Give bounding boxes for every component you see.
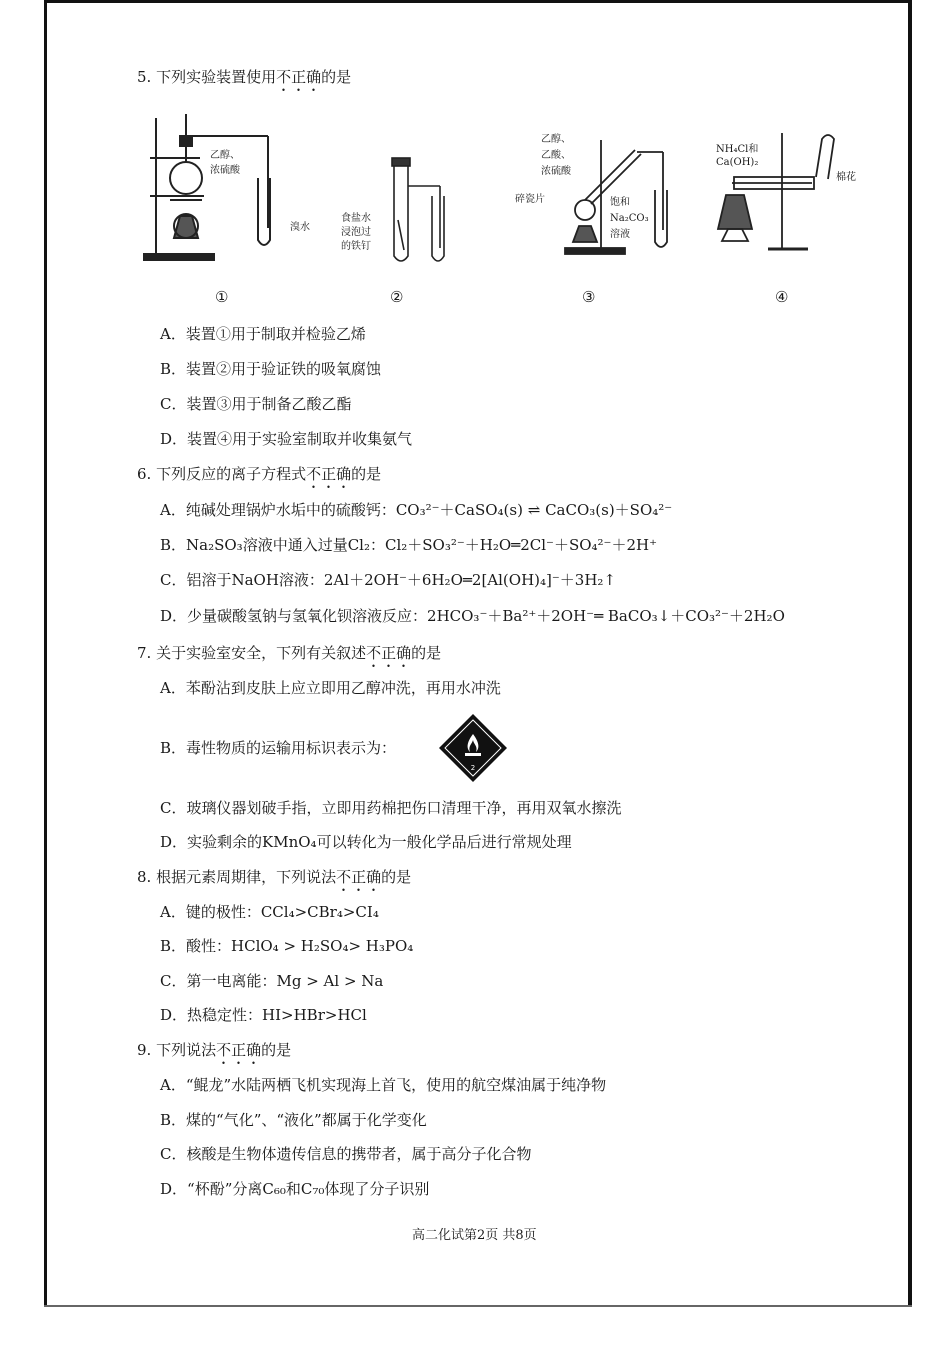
f3-label-c: 浓硫酸	[541, 166, 571, 177]
q9-stem-emphasis: 不正确	[216, 1041, 262, 1059]
q8-stem-post: 的是	[381, 868, 412, 886]
q6-stem-emphasis: 不正确	[306, 465, 352, 483]
figure-number-1: ①	[215, 288, 229, 306]
f1-label-b: 浓硫酸	[210, 165, 240, 176]
q7-stem-pre: 关于实验室安全，下列有关叙述	[156, 644, 367, 662]
q9-option-c: C．核酸是生物体遗传信息的携带者，属于高分子化合物	[160, 1145, 532, 1163]
q9-option-b: B．煤的“气化”、“液化”都属于化学变化	[160, 1111, 427, 1129]
q6-option-a: A．纯碱处理锅炉水垢中的硫酸钙：CO₃²⁻＋CaSO₄(s) ⇌ CaCO₃(s)＋SO₄²⁻	[160, 501, 673, 519]
q8-number: 8.	[137, 868, 152, 886]
q7-stem-post: 的是	[411, 644, 442, 662]
q8-option-a: A．键的极性：CCl₄>CBr₄>CI₄	[160, 903, 379, 921]
q8-stem-pre: 根据元素周期律，下列说法	[156, 868, 337, 886]
q8-option-c: C．第一电离能：Mg > Al > Na	[160, 972, 384, 990]
q6-number: 6.	[137, 465, 152, 483]
q5-option-b: B．装置②用于验证铁的吸氧腐蚀	[160, 360, 382, 378]
q5-stem-pre: 下列实验装置使用	[156, 68, 277, 86]
f3-label-d: 碎瓷片	[515, 194, 545, 205]
q7-stem-emphasis: 不正确	[366, 644, 412, 662]
q6-option-d: D．少量碳酸氢钠与氢氧化钡溶液反应：2HCO₃⁻＋Ba²⁺＋2OH⁻═ BaCO₃↓＋CO₃²⁻＋2H₂O	[160, 607, 785, 625]
f4-label-a: NH₄Cl和	[716, 144, 759, 155]
q7-option-c: C．玻璃仪器划破手指，立即用药棉把伤口清理干净，再用双氧水擦洗	[160, 799, 622, 817]
f3-label-b: 乙酸、	[541, 150, 571, 161]
q8-option-b: B．酸性：HClO₄ > H₂SO₄> H₃PO₄	[160, 937, 414, 955]
q6-stem	[137, 463, 381, 492]
f2-label-a: 食盐水	[341, 213, 371, 224]
q7-number: 7.	[137, 644, 152, 662]
figure-number-2: ②	[390, 288, 404, 306]
q7-option-d: D．实验剩余的KMnO₄可以转化为一般化学品后进行常规处理	[160, 833, 572, 851]
q9-stem-post: 的是	[261, 1041, 292, 1059]
scan-edge-right	[908, 0, 912, 1307]
q5-stem-post: 的是	[321, 68, 352, 86]
q7-option-a: A．苯酚沾到皮肤上应立即用乙醇冲洗，再用水冲洗	[160, 679, 501, 697]
scan-edge-bottom	[44, 1305, 912, 1307]
q6-option-c: C．铝溶于NaOH溶液：2Al＋2OH⁻＋6H₂O═2[Al(OH)₄]⁻＋3H₂↑	[160, 571, 616, 589]
q9-stem	[137, 1039, 291, 1068]
q6-option-b: B．Na₂SO₃溶液中通入过量Cl₂：Cl₂＋SO₃²⁻＋H₂O═2Cl⁻＋SO₄²⁻＋2H⁺	[160, 536, 658, 554]
q5-option-d: D．装置④用于实验室制取并收集氨气	[160, 430, 413, 448]
q6-stem-pre: 下列反应的离子方程式	[156, 465, 307, 483]
q8-stem-emphasis: 不正确	[336, 868, 382, 886]
f3-label-a: 乙醇、	[541, 134, 571, 145]
q9-option-d: D．“杯酚”分离C₆₀和C₇₀体现了分子识别	[160, 1180, 430, 1198]
scan-edge-top	[44, 0, 912, 3]
f3-label-f: Na₂CO₃	[610, 213, 649, 224]
apparatus-2-diagram	[380, 150, 460, 270]
q9-stem-pre: 下列说法	[156, 1041, 217, 1059]
f4-label-c: 棉花	[836, 172, 856, 183]
f3-label-g: 溶液	[610, 229, 630, 240]
f1-label-a: 乙醇、	[210, 150, 240, 161]
q5-number: 5.	[137, 68, 152, 86]
q6-stem-post: 的是	[351, 465, 382, 483]
scan-edge-left	[44, 0, 47, 1307]
f3-label-e: 饱和	[610, 197, 630, 208]
figure-number-4: ④	[775, 288, 789, 306]
q5-option-c: C．装置③用于制备乙酸乙酯	[160, 395, 352, 413]
page-footer: 高二化试第2页 共8页	[412, 1228, 537, 1243]
f2-label-b: 浸泡过	[341, 227, 371, 238]
f4-label-b: Ca(OH)₂	[716, 157, 759, 168]
hazard-sign-number: 2	[470, 764, 476, 772]
figure-number-3: ③	[582, 288, 596, 306]
q9-option-a: A．“鲲龙”水陆两栖飞机实现海上首飞，使用的航空煤油属于纯净物	[160, 1076, 607, 1094]
q5-stem-emphasis: 不正确	[276, 68, 322, 86]
q7-stem	[137, 642, 441, 671]
q5-option-a: A．装置①用于制取并检验乙烯	[160, 325, 366, 343]
f1-label-c: 溴水	[290, 222, 310, 233]
q8-stem	[137, 866, 411, 895]
q5-stem	[137, 66, 351, 95]
apparatus-1-diagram	[140, 108, 340, 268]
q7-option-b: B．毒性物质的运输用标识表示为：	[160, 739, 397, 757]
hazard-sign-diamond	[437, 712, 509, 784]
q8-option-d: D．热稳定性：HI>HBr>HCl	[160, 1006, 367, 1024]
q9-number: 9.	[137, 1041, 152, 1059]
f2-label-c: 的铁钉	[341, 241, 371, 252]
